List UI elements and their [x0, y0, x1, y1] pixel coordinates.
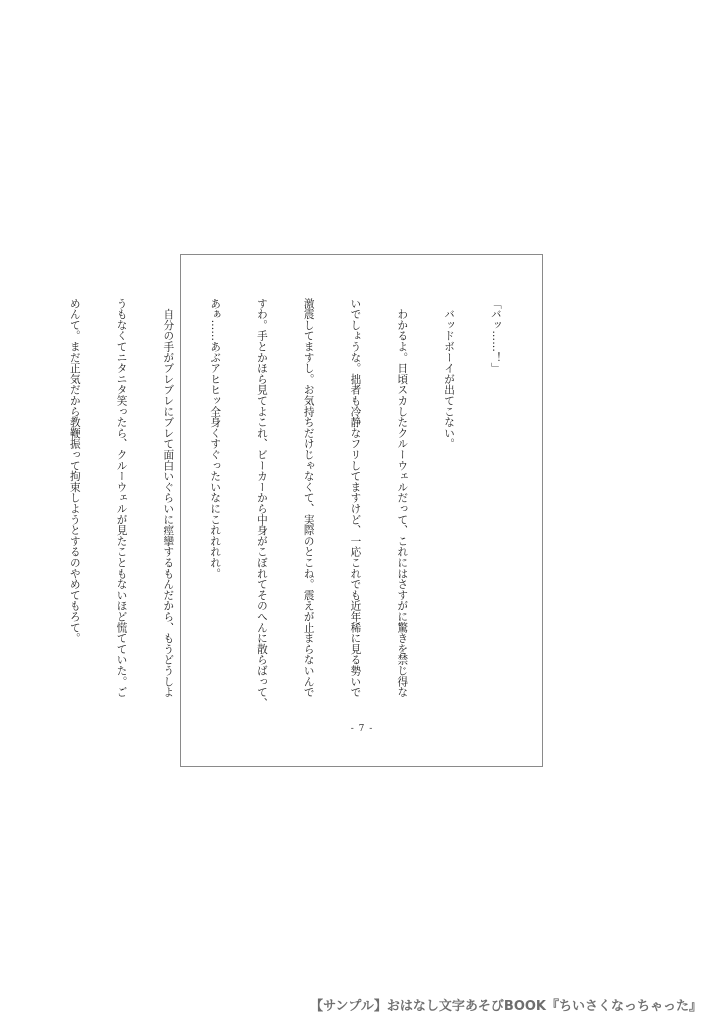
text-line: 「バッ……！」: [489, 298, 502, 374]
text-line: あぁ……あぶアヒヒッ全身くすぐったいなにこれれれれ。: [209, 298, 222, 579]
text-line: めんて。まだ正気だから教鞭振って拘束しようとするのやめてもろて。: [68, 298, 81, 644]
text-line: 自分の手がブレブレにブレて面白いぐらいに痙攣するもんだから、もうどうしよ: [162, 298, 175, 698]
text-line: わかるよ。日頃スカしたクルーウェルだって、これにはさすがに驚きを禁じ得な: [396, 298, 409, 698]
novel-text: [0, 298, 534, 709]
text-line: バッドボーイが出てこない。: [443, 298, 456, 450]
page-number: - 7 -: [350, 724, 374, 734]
text-line: すわ。手とかほら見てよこれ、ビーカーから中身がこぼれてそのへんに散らばって、: [255, 298, 268, 709]
text-line: うもなくてニタニタ笑ったら、クルーウェルが見たこともないほど慌てていた。ご: [115, 298, 128, 698]
blank-line: [19, 298, 35, 698]
text-line: いでしょうな。拙者も冷静なフリしてますけど、一応これでも近年稀に見る勢いで: [349, 298, 362, 698]
text-line: 激震してますし。お気持ちだけじゃなくて、実際のとこね。震えが止まらないんで: [302, 298, 315, 698]
footer-caption: 【サンプル】おはなし文字あそびBOOK『ちいさくなっちゃった』: [310, 999, 702, 1014]
